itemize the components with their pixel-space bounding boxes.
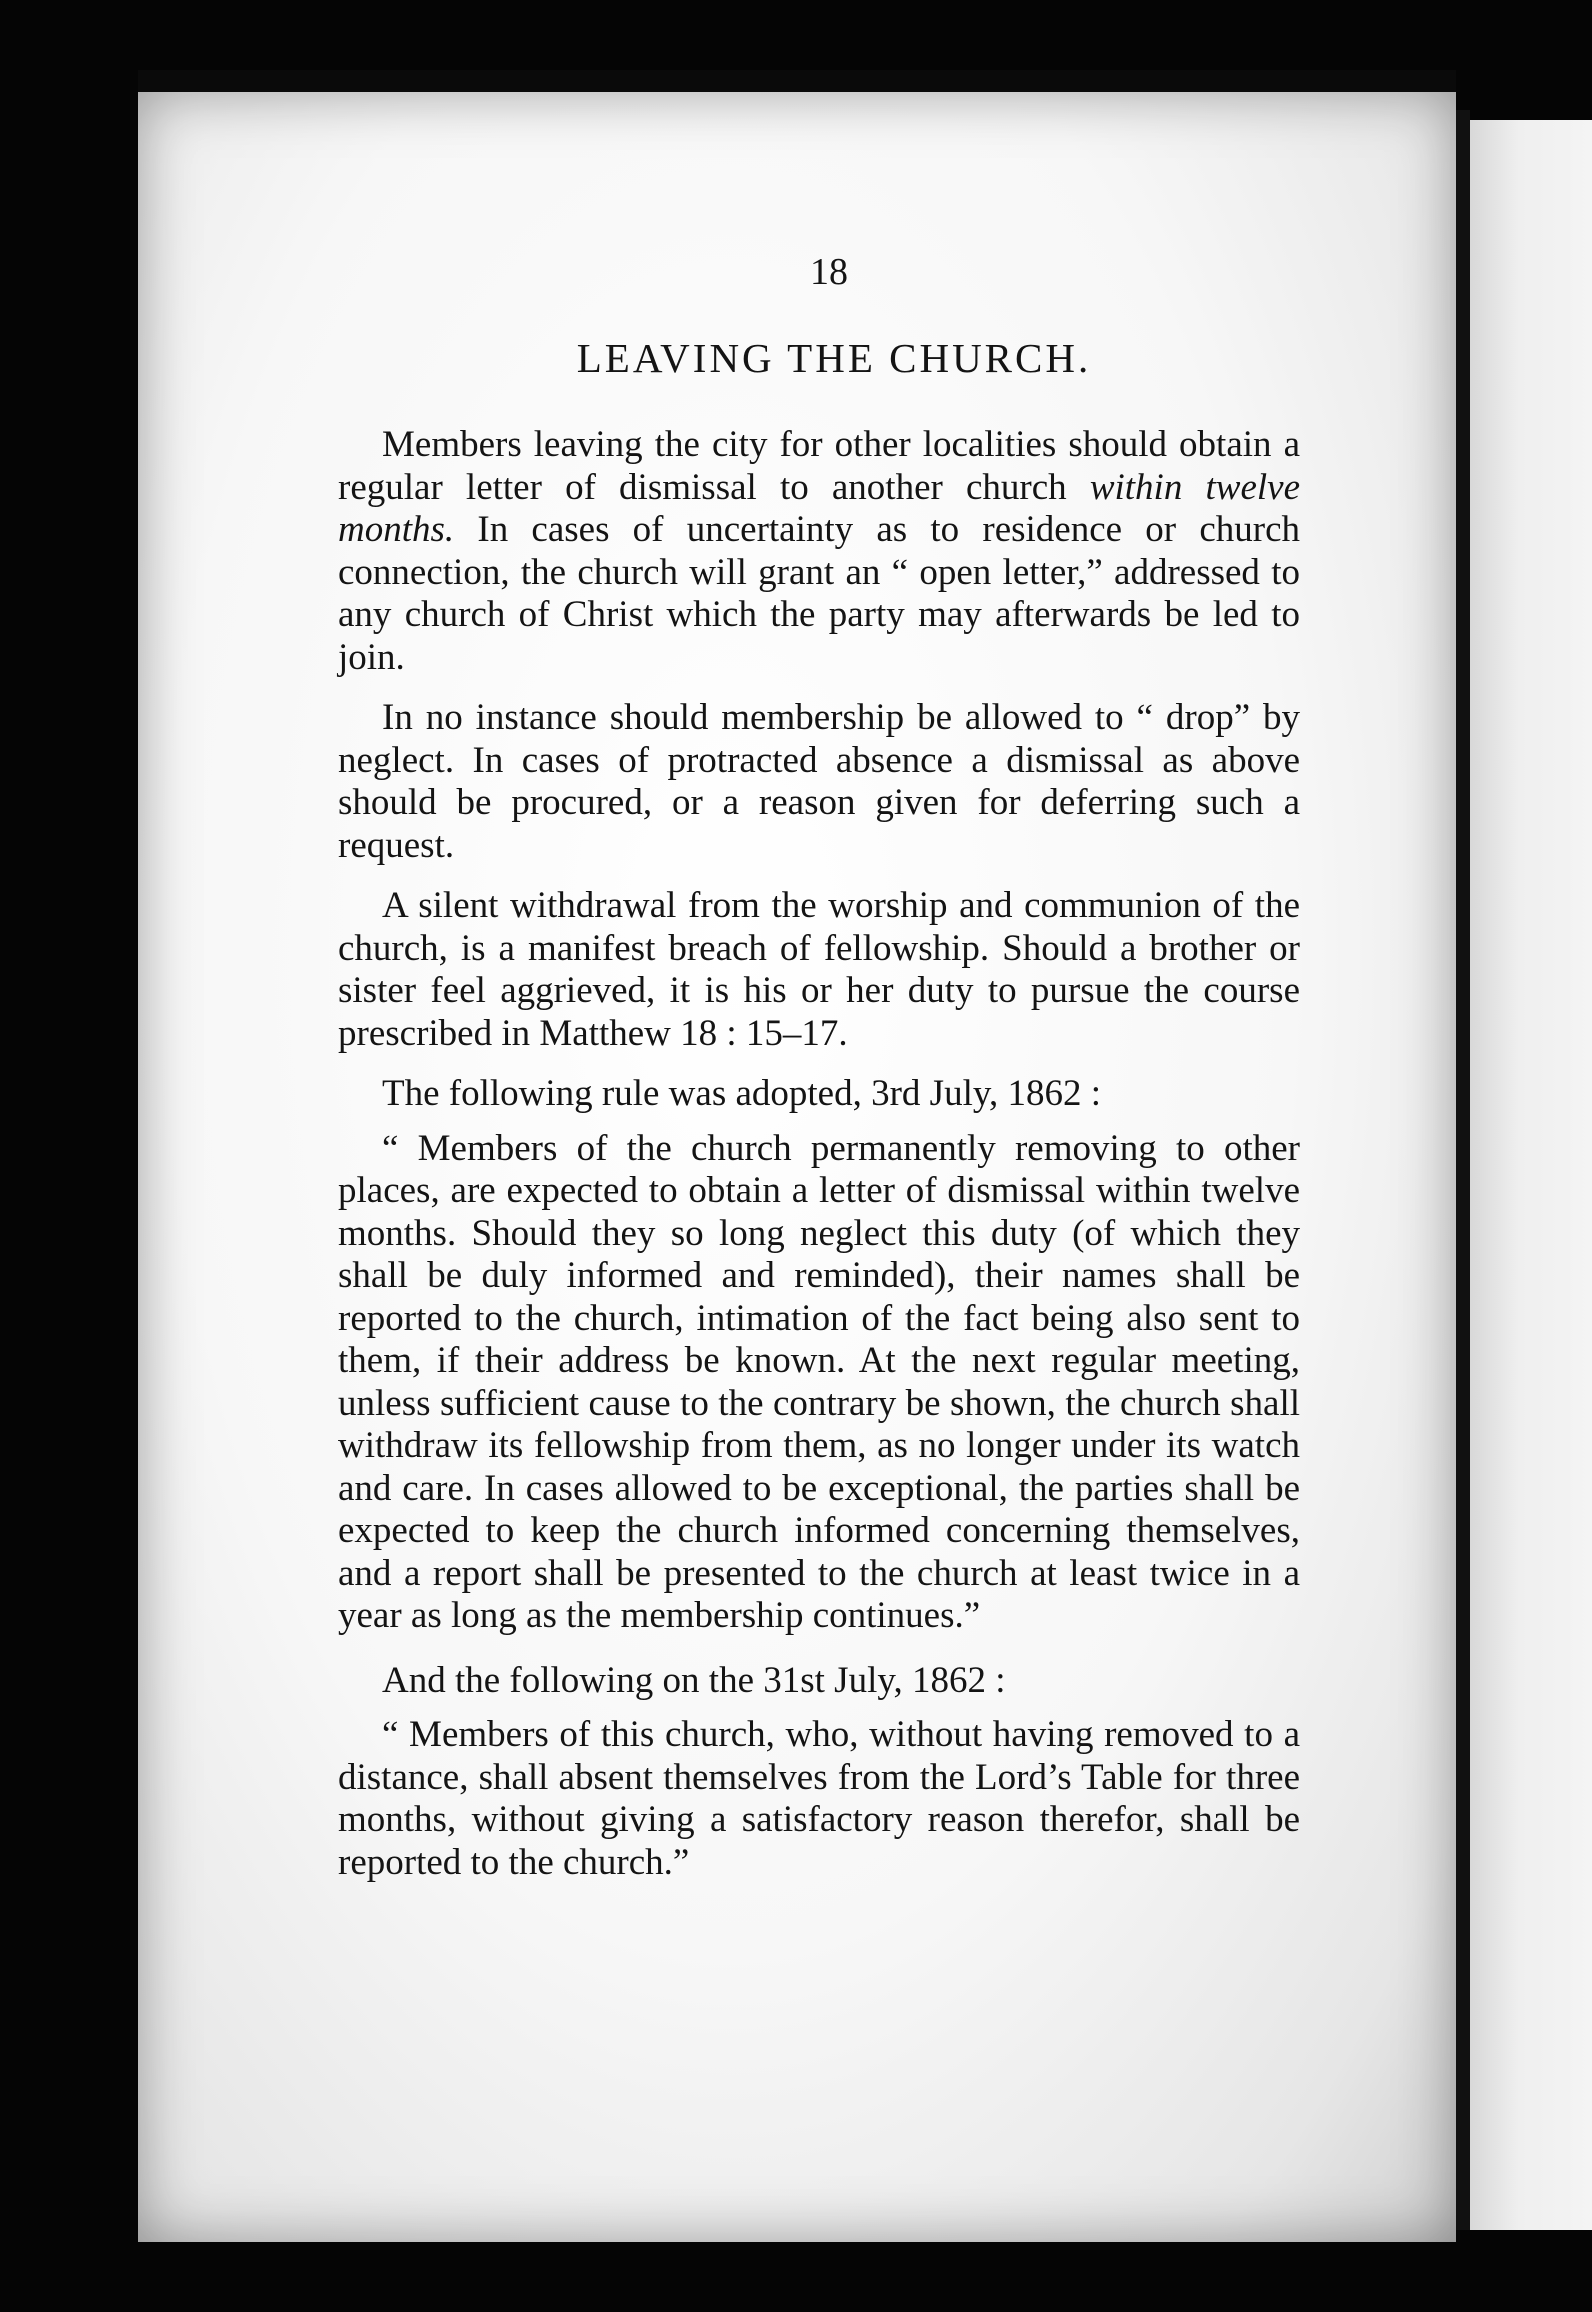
paragraph-2: In no instance should membership be allowed to “ drop” by neglect. In cases of protracted absence a dismissal as above should be procured, or a reason given for deferring such a request. (338, 697, 1300, 866)
paragraph-4: The following rule was adopted, 3rd July, 1862 : (382, 1073, 1101, 1114)
facing-page-edge (1470, 120, 1592, 2230)
page-title: LEAVING THE CHURCH. (576, 335, 1092, 381)
paragraph-6: And the following on the 31st July, 1862 : (382, 1659, 1006, 1701)
page-number: 18 (810, 251, 848, 293)
rule-quote-1: “ Members of the church permanently removing to other places, are expected to obtain a letter of dismissal within twelve months. Should they so long neglect this duty (of which they shall be duly informed and reminded), their names shall be reported to the church, intimation of the fact being also sent to them, if their address be known. At the next regular meeting, unless sufficient cause to the contrary be shown, the church shall withdraw its fellowship from them, as no longer under its watch and care. In cases allowed to be exceptional, the parties shall be expected to keep the church informed concerning themselves, and a report shall be presented to the church at least twice in a year as long as the membership continues.” (338, 1127, 1300, 1636)
paragraph-1-italic: within twelve months. (338, 466, 1300, 550)
page-gutter (1456, 110, 1470, 2230)
paragraph-3: A silent withdrawal from the worship and communion of the church, is a manifest breach of fellowship. Should a brother or sister feel aggrieved, it is his or her duty to pursue the course prescribed in Matthew 18 : 15–17. (338, 885, 1300, 1054)
page-content (338, 250, 1300, 1906)
rule-quote-2: “ Members of this church, who, without having removed to a distance, shall absent themselves from the Lord’s Table for three months, without giving a satisfactory reason therefor, shall be reported to the church.” (338, 1714, 1300, 1883)
paragraph-1 (338, 424, 1300, 679)
paragraph-1-start: Members leaving the city for other localities should obtain a regular letter of dismissal to another church (338, 424, 1300, 508)
paragraph-1-end: In cases of uncertainty as to residence or church connection, the church will grant an “ open letter,” addressed to any church of Christ which the party may afterwards be led to join. (338, 509, 1300, 678)
